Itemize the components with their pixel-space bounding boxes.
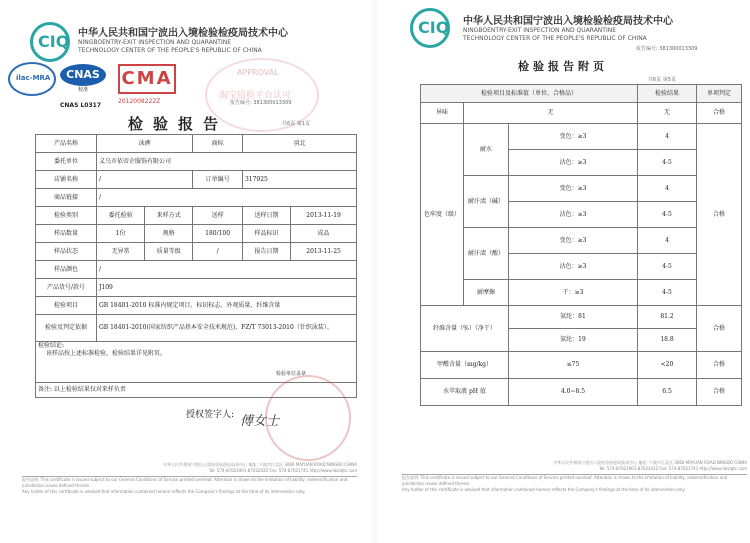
cert-number: 报告编号: 381300013309 [230,100,292,106]
cell: 样品颜色 [36,261,97,279]
cell: 2013-11-19 [291,207,357,225]
cell: J109 [97,279,357,297]
cell: 来样方式 [145,207,193,225]
table-row [36,207,357,225]
cell: / [193,243,243,261]
cell: 1份 [97,225,145,243]
footer-line-2: Tel: 574-87021901-87022422 Fax: 574-87021741 http://www.nbciqtc.com [208,468,357,473]
table-row [421,352,742,379]
cell: 报告日期 [242,243,290,261]
cell: 无 [464,103,638,124]
cell: 4 [638,228,697,254]
cell: 检验类别 [36,207,97,225]
cell: 规格 [145,225,193,243]
header-cell: 检验结果 [638,85,697,103]
cnas-label: CNAS [60,64,106,86]
cell: / [97,171,193,189]
cell: 检验及判定依据 [36,315,97,342]
cell: 样品标识 [242,225,290,243]
cell: 成品 [291,225,357,243]
table-row [421,306,742,329]
cell: 变色：≥3 [509,228,638,254]
cell: 4-5 [638,280,697,306]
cell: 水萃取液 pH 值 [421,379,509,406]
cell: / [97,261,357,279]
cell: 无 [638,103,697,124]
footer-line-1: 中华人民共和国宁波出入境检验检疫局技术中心 地址: 宁波市江北区 3060 MAYUAN ROAD NINGBO CHINA [553,460,747,465]
cell: 羽北 [242,135,356,153]
watermark-approval: APPROVAL [237,68,279,77]
cert-number: 报告编号: 381300013309 [636,46,698,52]
cell: 订单编号 [193,171,243,189]
page-info: 共6页 第5页 [648,77,676,83]
cell: 4-5 [638,202,697,228]
cnas-logo-icon [60,64,112,92]
cell: 样品状态 [36,243,97,261]
org-header [463,12,733,43]
table-row [36,135,357,153]
sweat-acid-label: 耐汗渍（酸） [464,228,509,280]
cell: 送样 [193,207,243,225]
cell: 委托检验 [97,207,145,225]
appendix-table [420,84,742,406]
header-cell: 检验项目及标准值（单位、合格品） [421,85,638,103]
verdict-cell: 合格 [697,306,742,352]
cell: 沾色：≥3 [509,254,638,280]
ciq-logo-icon: CIQ [410,8,450,48]
footer [22,462,357,495]
cell: 店铺名称 [36,171,97,189]
cma-logo-icon: CMA [118,64,176,94]
cell: 泳裤 [97,135,193,153]
cell: 4.0~8.5 [509,379,638,406]
ciq-logo-icon: CIQ [30,22,70,62]
table-row [36,225,357,243]
color-fastness-label: 色牢度（级） [421,124,464,306]
footer-line-4: Any holder of this certificate is advised that information contained hereon reflects the Company's findings at the time of its intervention only. [22,489,306,494]
org-name-en-1: NINGBOENTRY-EXIT INSPECTION AND QUARANTINE [78,39,232,46]
cnas-sub: 校准 [77,87,88,93]
report-table [35,134,357,398]
table-row [421,103,742,124]
table-row [36,297,357,315]
cell: 样品数量 [36,225,97,243]
org-name-en-2: TECHNOLOGY CENTER OF THE PEOPLE'S REPUBLIC OF CHINA [463,35,647,42]
cell: 变色：≥3 [509,124,638,150]
cell: 商标 [193,135,243,153]
remark-cell: 备注: 以上检验结果仅对来样负责 [36,383,357,398]
conclusion-text: 该样品按上述标准检验，检验结果详见附页。 [46,350,167,357]
cell: 2013-11-25 [291,243,357,261]
table-row [36,171,357,189]
org-name-en-2: TECHNOLOGY CENTER OF THE PEOPLE'S REPUBLIC OF CHINA [78,47,262,54]
footer [402,460,747,493]
stamp-label: 检验单位盖章 [275,371,306,377]
cell: 合格 [697,103,742,124]
cell: 商品链接 [36,189,97,207]
cell: 义乌市依帝企服饰有限公司 [97,153,357,171]
report-page-5 [378,0,750,543]
org-name-en-1: NINGBOENTRY-EXIT INSPECTION AND QUARANTINE [463,27,617,34]
cell: 委托单位 [36,153,97,171]
cell: 无异常 [97,243,145,261]
page-info: 共6页 第1页 [282,121,310,127]
cell: 4 [638,176,697,202]
footer-line-1: 中华人民共和国宁波出入境检验检疫局技术中心 地址: 宁波市江北区 3060 MAYUAN ROAD NINGBO CHINA [163,462,357,467]
ilac-label: ilac-MRA [16,74,51,82]
cell: 质量等级 [145,243,193,261]
cell: 氨纶：19 [509,329,638,352]
org-name-cn: 中华人民共和国宁波出入境检验检疫局技术中心 [463,16,673,27]
table-row [421,228,742,254]
footer-line-4: Any holder of this certificate is advised that information contained hereon reflects the Company's findings at the time of its intervention only. [402,487,686,492]
header-cell: 单项判定 [697,85,742,103]
org-name-cn: 中华人民共和国宁波出入境检验检疫局技术中心 [78,28,288,39]
cell: / [97,189,357,207]
cell: ≤75 [509,352,638,379]
cma-code: 2012008222Z [118,98,161,105]
table-row [36,279,357,297]
table-header-row [421,85,742,103]
cnas-code: CNAS L0317 [60,102,102,109]
table-row [36,261,357,279]
cell: 送样日期 [242,207,290,225]
verdict-cell: 合格 [697,352,742,379]
table-row [36,315,357,342]
water-label: 耐水 [464,124,509,176]
verdict-cell: 合格 [697,124,742,306]
report-title: 检验报告附页 [518,60,608,73]
table-row [421,379,742,406]
table-row [36,189,357,207]
cell: 317925 [242,171,356,189]
cell: 4-5 [638,150,697,176]
cell: 4 [638,124,697,150]
cell: 81.2 [638,306,697,329]
cell: 产品货号/款号 [36,279,97,297]
fiber-label: 纤维含量（%）（净干） [421,306,509,352]
footer-line-3: 报告说明: This certificate is issued subject to our General Conditions of Service printed overleaf. Attention is drawn to the limitation of liability, indemnification and jurisdiction issues defined therein. [402,475,728,486]
table-row [421,280,742,306]
cell: 180/100 [193,225,243,243]
rubbing-label: 耐摩擦 [464,280,509,306]
table-row [421,176,742,202]
report-page-1 [0,0,372,543]
cell: 氨纶：81 [509,306,638,329]
footer-line-2: Tel: 574-87021901-87022422 Fax: 574-87021741 http://www.nbciqtc.com [598,466,747,471]
org-header [78,24,348,55]
signature: 傅女士 [240,414,280,429]
cell: 4-5 [638,254,697,280]
cell: 沾色：≥3 [509,150,638,176]
table-row [421,124,742,150]
conclusion-label: 检验结论: [38,342,65,349]
table-row [36,153,357,171]
report-title: 检验报告 [128,115,229,133]
watermark-text: 淘宝质检平台认可 [219,91,292,101]
cell: 6.5 [638,379,697,406]
sweat-alkali-label: 耐汗渍（碱） [464,176,509,228]
signer-label: 授权签字人: [186,410,235,420]
cell: <20 [638,352,697,379]
cell: 异味 [421,103,464,124]
cell: 干：≥3 [509,280,638,306]
ilac-mra-logo-icon [8,62,56,96]
cell: 检验项目 [36,297,97,315]
cell: GB 18401-2010 标准内规定项目、标识标志、外观质量、纤维含量 [97,297,357,315]
cell: 沾色：≥3 [509,202,638,228]
table-row [36,243,357,261]
cell: 甲醛含量（mg/kg） [421,352,509,379]
cell: GB 18401-2010(国家纺织产品基本安全技术规范)、FZ/T 73013-2010（针织泳装）。 [97,315,357,342]
cell: 变色：≥3 [509,176,638,202]
cell: 产品名称 [36,135,97,153]
verdict-cell: 合格 [697,379,742,406]
cell: 18.8 [638,329,697,352]
footer-line-3: 报告说明: This certificate is issued subject to our General Conditions of Service printed overleaf. Attention is drawn to the limitation of liability, indemnification and jurisdiction issues defined therein. [22,477,348,488]
